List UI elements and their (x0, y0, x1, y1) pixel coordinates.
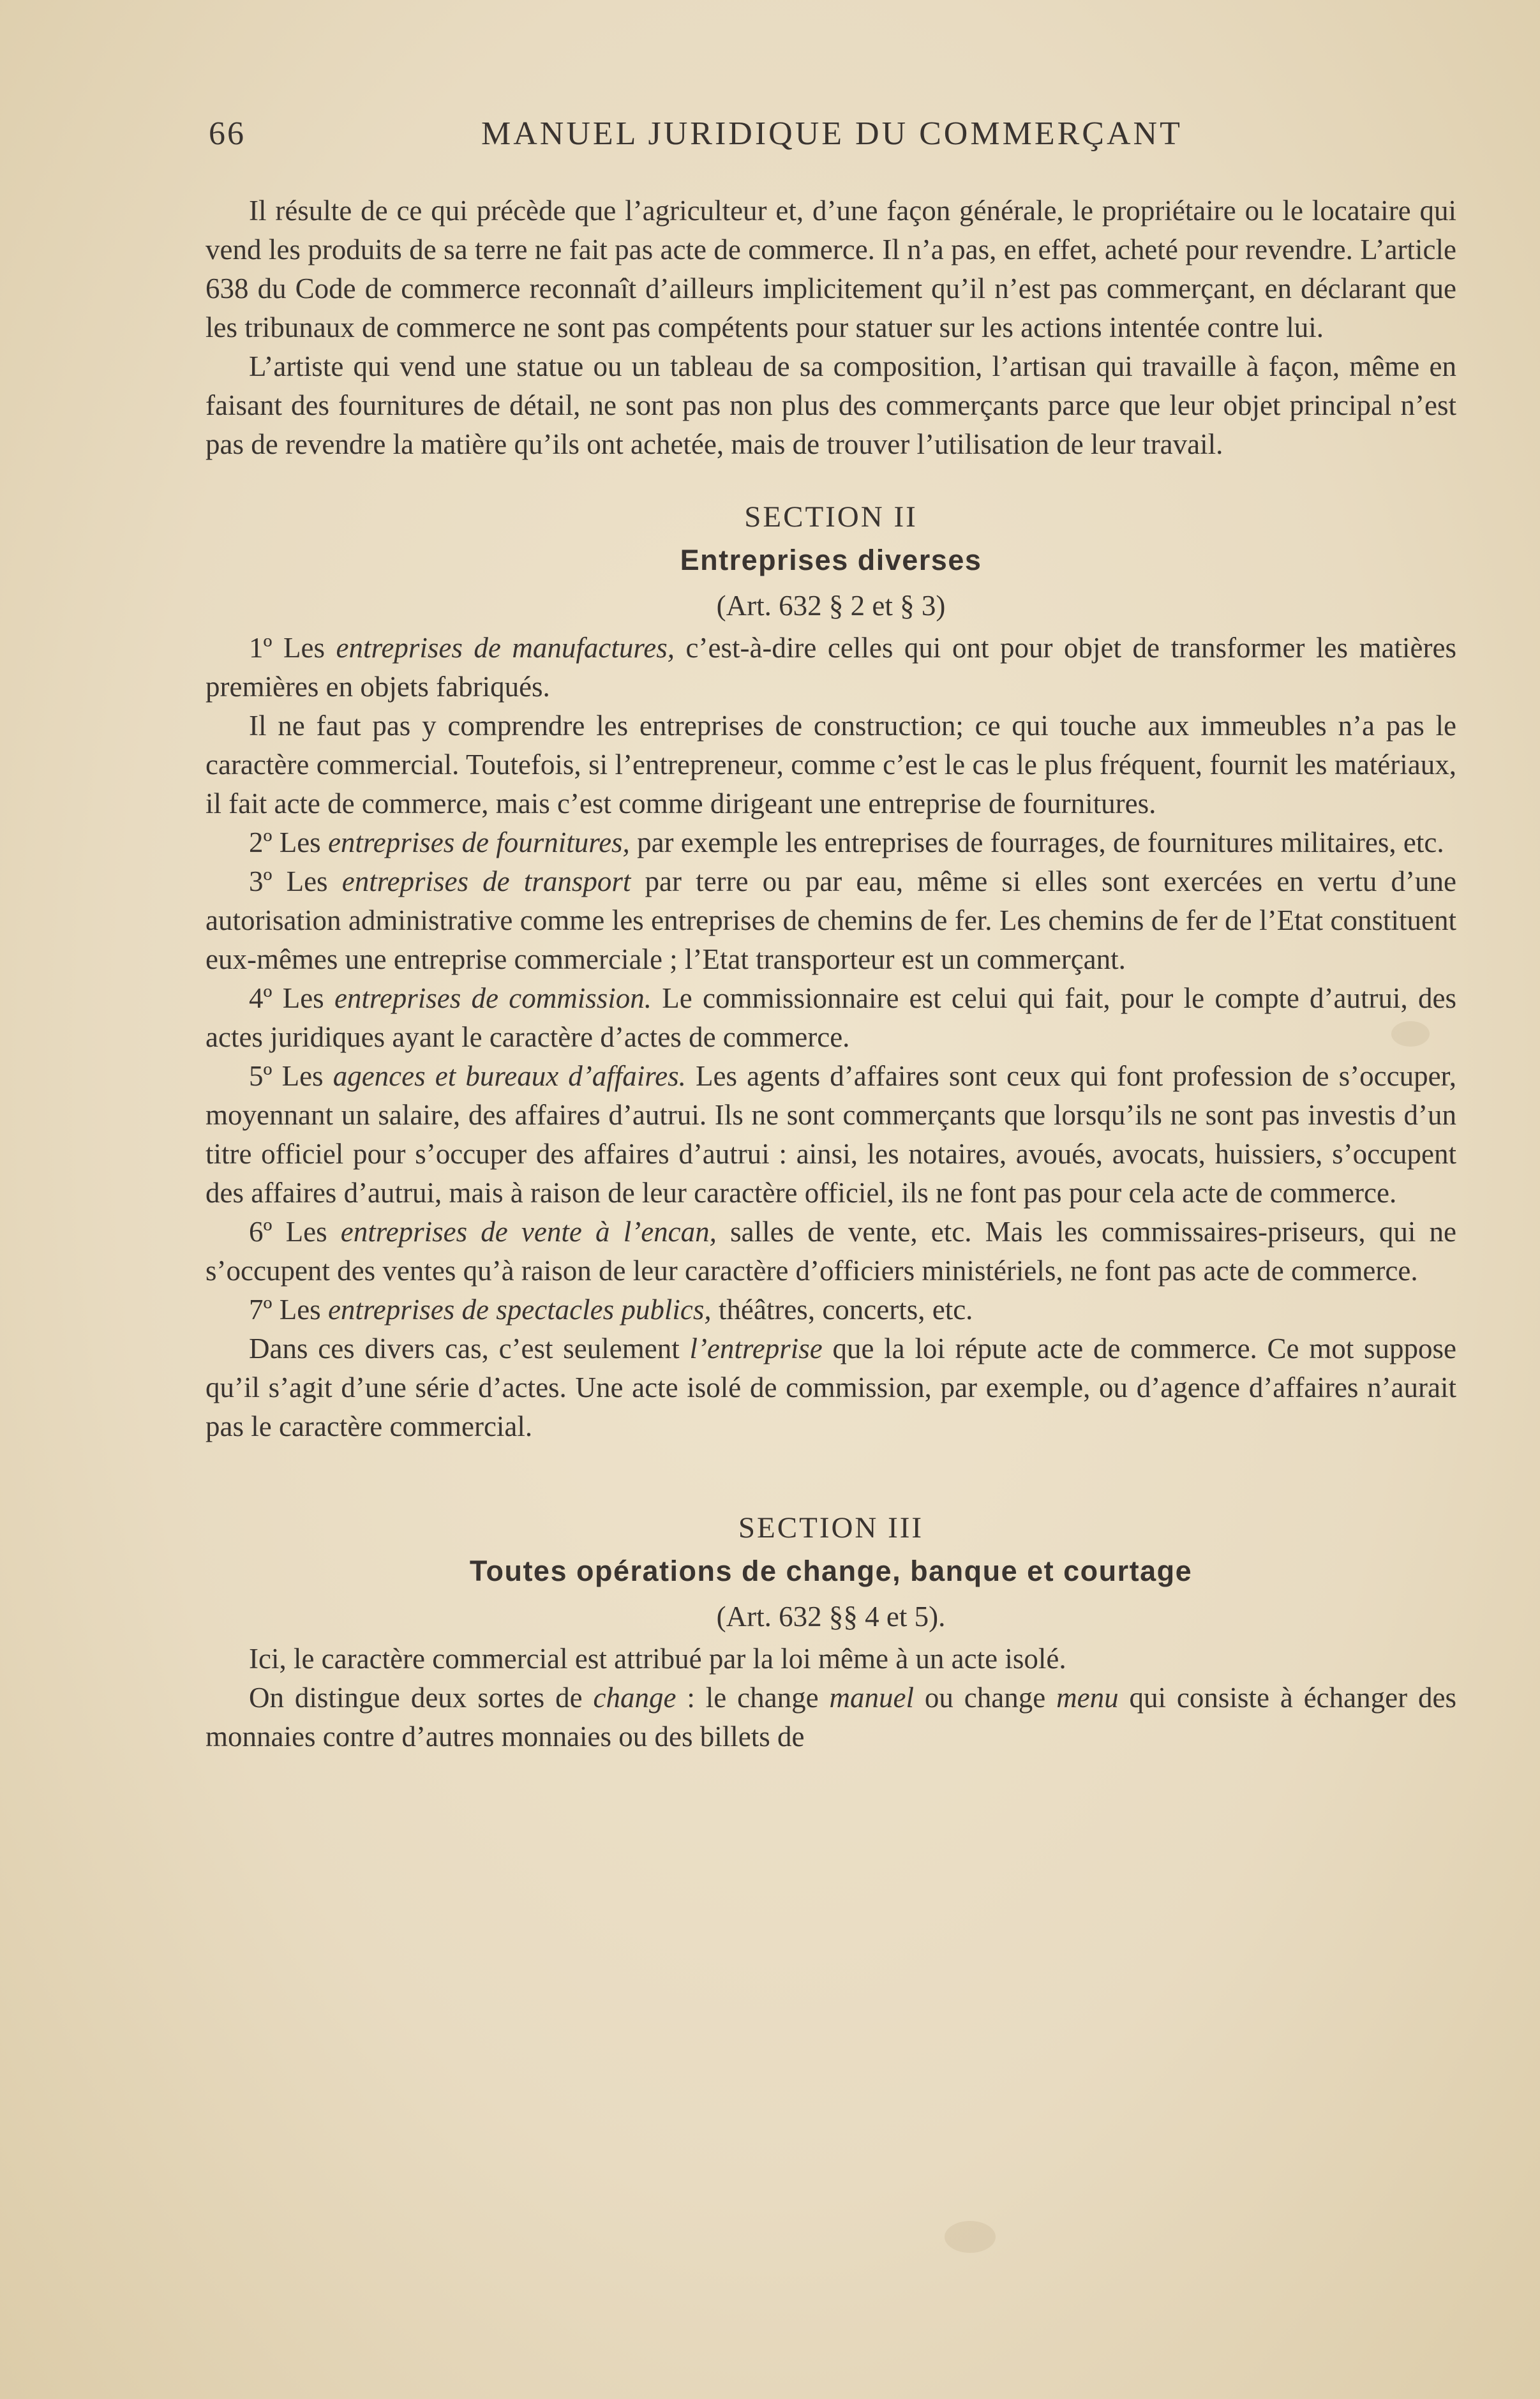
paragraph-acte-isole: Ici, le caractère commercial est attribué par la loi même à un acte isolé. (249, 1643, 1066, 1675)
item-number: 3º Les (249, 865, 342, 897)
item-term: entreprises de vente à l’encan, (340, 1216, 717, 1248)
list-item-spectacles (206, 1290, 1456, 1329)
item-number: 4º Les (249, 982, 334, 1014)
item-term: entreprises de manufactures, (336, 632, 675, 664)
item-number: 7º Les (249, 1294, 328, 1326)
item-term: manuel (829, 1682, 914, 1714)
text-span: qui consiste à échanger des monnaies contre d’autres monnaies ou des billets de (206, 1682, 1456, 1753)
item-term: agences et bureaux d’affaires. (333, 1060, 686, 1092)
item-text: salles de vente, etc. Mais les commissaires-priseurs, qui ne s’occupent des ventes qu’à raison de leur caractère d’officiers ministériels, ne font pas acte de commerce. (206, 1216, 1456, 1287)
section-heading: SECTION III (738, 1511, 924, 1544)
item-term: entreprises de spectacles publics, (327, 1294, 712, 1326)
item-number: 5º Les (249, 1060, 333, 1092)
item-text: c’est-à-dire celles qui ont pour objet de transformer les matières premières en objets fabriqués. (206, 632, 1456, 703)
list-item-fournitures (206, 823, 1456, 862)
section-heading: SECTION II (744, 500, 918, 534)
text-span: ou change (913, 1682, 1057, 1714)
text-span: que la loi répute acte de commerce. Ce mot suppose qu’il s’agit d’une série d’actes. Une acte isolé de commission, par exemple, ou d’agence d’affaires n’aurait pas le caractère commercial. (206, 1333, 1456, 1442)
item-term: l’entreprise (689, 1333, 823, 1364)
item-number: 6º Les (249, 1216, 341, 1248)
item-term: entreprises de fournitures, (327, 826, 630, 858)
item-text: théâtres, concerts, etc. (711, 1294, 973, 1326)
paper-stain (945, 2221, 996, 2253)
section-title: Entreprises diverses (680, 544, 982, 576)
item-term: change (593, 1682, 677, 1714)
item-text: Les agents d’affaires sont ceux qui font profession de s’occuper, moyennant un salaire, des affaires d’autrui. Ils ne sont commerçants que lorsqu’ils ne sont pas investis d’un titre officiel pour s’occuper des affaires d’autrui : ainsi, les notaires, avoués, avocats, huissiers, s’occupent des affaires d’autrui, mais à raison de leur caractère officiel, ils ne font pas pour cela acte de commerce. (206, 1060, 1456, 1209)
text-span: : le change (676, 1682, 830, 1714)
section-title: Toutes opérations de change, banque et courtage (469, 1555, 1193, 1587)
item-text: par exemple les entreprises de fourrages, de fournitures militaires, etc. (629, 826, 1444, 858)
page-number: 66 (209, 116, 246, 152)
section-articles: (Art. 632 §§ 4 et 5). (716, 1601, 946, 1633)
paragraph-change (206, 1678, 1456, 1756)
item-text: par terre ou par eau, même si elles sont exercées en vertu d’une autorisation administrative comme les entreprises de chemins de fer. Les chemins de fer de l’Etat constituent eux-mêmes une entreprise commerciale ; l’Etat transporteur est un commerçant. (206, 865, 1457, 975)
list-item-agences (206, 1057, 1456, 1213)
item-number: 1º Les (249, 632, 336, 664)
item-number: 2º Les (249, 826, 328, 858)
text-span: On distingue deux sortes de (249, 1682, 594, 1714)
item-term: entreprises de commission. (334, 982, 652, 1014)
list-item-transport (206, 862, 1456, 979)
paragraph-construction: Il ne faut pas y comprendre les entreprises de construction; ce qui touche aux immeubles n’a pas le caractère commercial. Toutefois, si l’entrepreneur, comme c’est le cas le plus fréquent, fournit les matériaux, il fait acte de commerce, mais c’est comme dirigeant une entreprise de fournitures. (206, 710, 1456, 819)
list-item-manufactures (206, 629, 1456, 706)
item-term: entreprises de transport (341, 865, 631, 897)
section-articles: (Art. 632 § 2 et § 3) (716, 590, 946, 622)
paragraph-agriculteur: Il résulte de ce qui précède que l’agriculteur et, d’une façon générale, le propriétaire ou le locataire qui vend les produits de sa terre ne fait pas acte de commerce. Il n’a pas, en effet, acheté pour revendre. L’article 638 du Code de commerce reconnaît d’ailleurs implicitement qu’il n’est pas commerçant, en déclarant que les tribunaux de commerce ne sont pas compétents pour statuer sur les actions intentée contre lui. (206, 195, 1456, 343)
text-span: Dans ces divers cas, c’est seulement (249, 1333, 690, 1364)
list-item-encan (206, 1213, 1456, 1290)
item-text: Le commissionnaire est celui qui fait, pour le compte d’autrui, des actes juridiques ayant le caractère d’actes de commerce. (206, 982, 1456, 1053)
paragraph-artiste: L’artiste qui vend une statue ou un tableau de sa composition, l’artisan qui travaille à façon, même en faisant des fournitures de détail, ne sont pas non plus des commerçants parce que leur objet principal n’est pas de revendre la matière qu’ils ont achetée, mais de trouver l’utilisation de leur travail. (206, 350, 1456, 460)
body-text (206, 191, 1456, 1756)
paragraph-divers-cas (206, 1329, 1456, 1446)
list-item-commission (206, 979, 1456, 1057)
page-header (206, 115, 1451, 166)
item-term: menu (1056, 1682, 1119, 1714)
running-title: MANUEL JURIDIQUE DU COMMERÇANT (481, 116, 1183, 152)
